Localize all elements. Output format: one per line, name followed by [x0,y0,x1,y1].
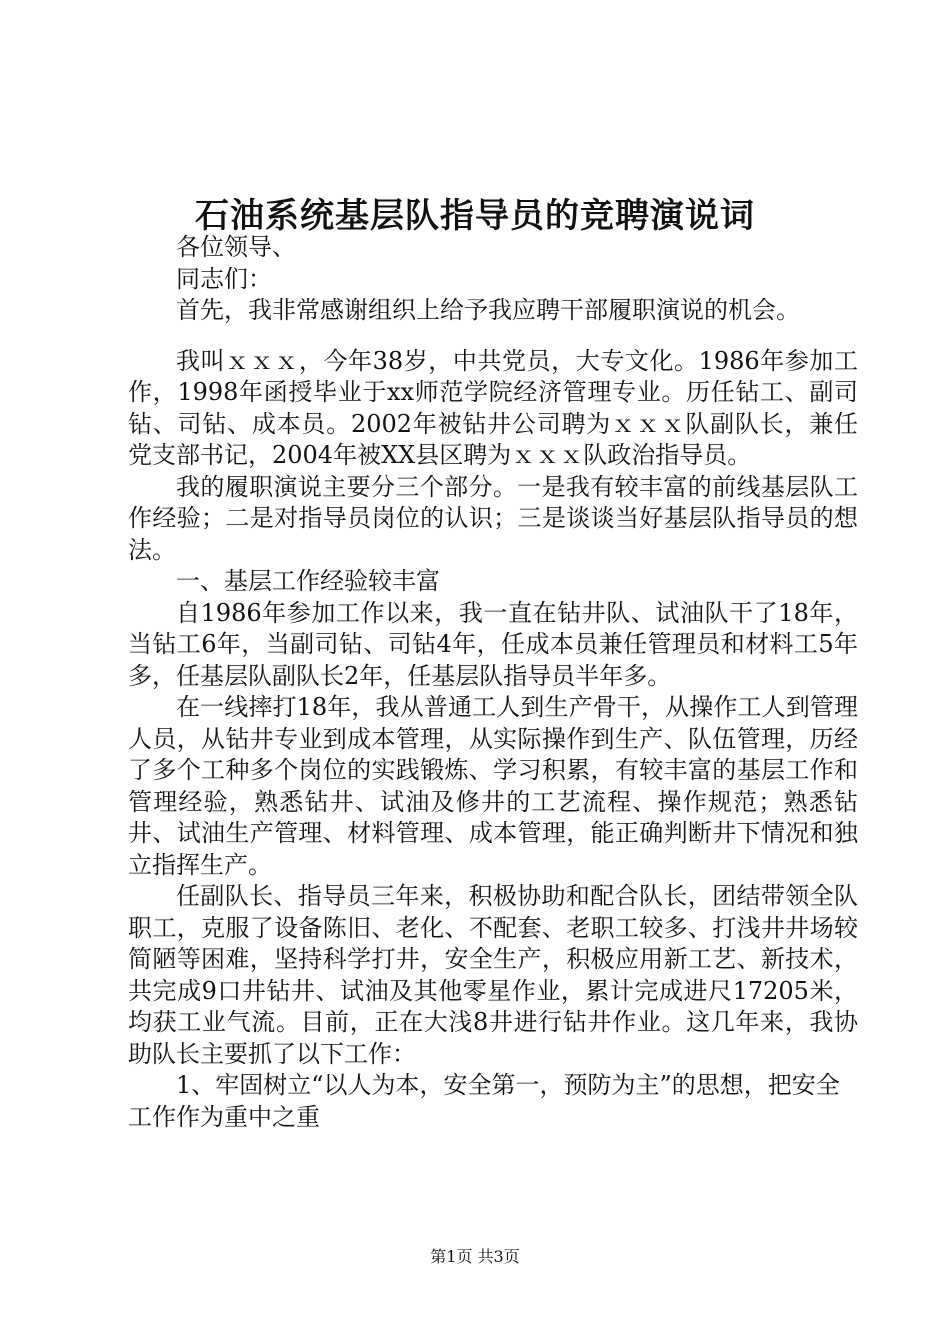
salutation-line: 各位领导、 [176,233,296,261]
document-body [128,232,858,1133]
salutation-line: 同志们： [176,264,272,293]
body-paragraph: 任副队长、指导员三年来，积极协助和配合队长，团结带领全队职工，克服了设备陈旧、老化、不配套、老职工较多、打浅井井场较简陋等困难，坚持科学打井，安全生产，积极应用新工艺、新技术，共完成9口井钻井、试油及其他零星作业，累计完成进尺17205米，均获工业气流。目前，正在大浅8井进行钻井作业。这几年来，我协助队长主要抓了以下工作： [128,882,858,1068]
body-paragraph: 首先，我非常感谢组织上给予我应聘干部履职演说的机会。 [176,296,800,324]
body-paragraph: 我的履职演说主要分三个部分。一是我有较丰富的前线基层队工作经验；二是对指导员岗位的认识；三是谈谈当好基层队指导员的想法。 [128,472,858,564]
list-item: 1、牢固树立“以人为本，安全第一，预防为主”的思想，把安全工作作为重中之重 [128,1071,840,1131]
section-heading: 一、基层工作经验较丰富 [176,567,440,595]
body-paragraph: 我叫ｘｘｘ，今年38岁，中共党员，大专文化。1986年参加工作，1998年函授毕业于xx师范学院经济管理专业。历任钻工、副司钻、司钻、成本员。2002年被钻井公司聘为ｘｘｘ队副队长，兼任党支部书记，2004年被XX县区聘为ｘｘｘ队政治指导员。 [128,346,858,469]
body-paragraph: 自1986年参加工作以来，我一直在钻井队、试油队干了18年，当钻工6年，当副司钻、司钻4年，任成本员兼任管理员和材料工5年多，任基层队副队长2年，任基层队指导员半年多。 [128,598,858,690]
page-footer: 第1页 共3页 [430,1247,520,1266]
document-title: 石油系统基层队指导员的竞聘演说词 [195,196,755,236]
body-paragraph: 在一线摔打18年，我从普通工人到生产骨干，从操作工人到管理人员，从钻井专业到成本管理，从实际操作到生产、队伍管理，历经了多个工种多个岗位的实践锻炼、学习积累，有较丰富的基层工作和管理经验，熟悉钻井、试油及修井的工艺流程、操作规范；熟悉钻井、试油生产管理、材料管理、成本管理，能正确判断井下情况和独立指挥生产。 [128,693,858,879]
